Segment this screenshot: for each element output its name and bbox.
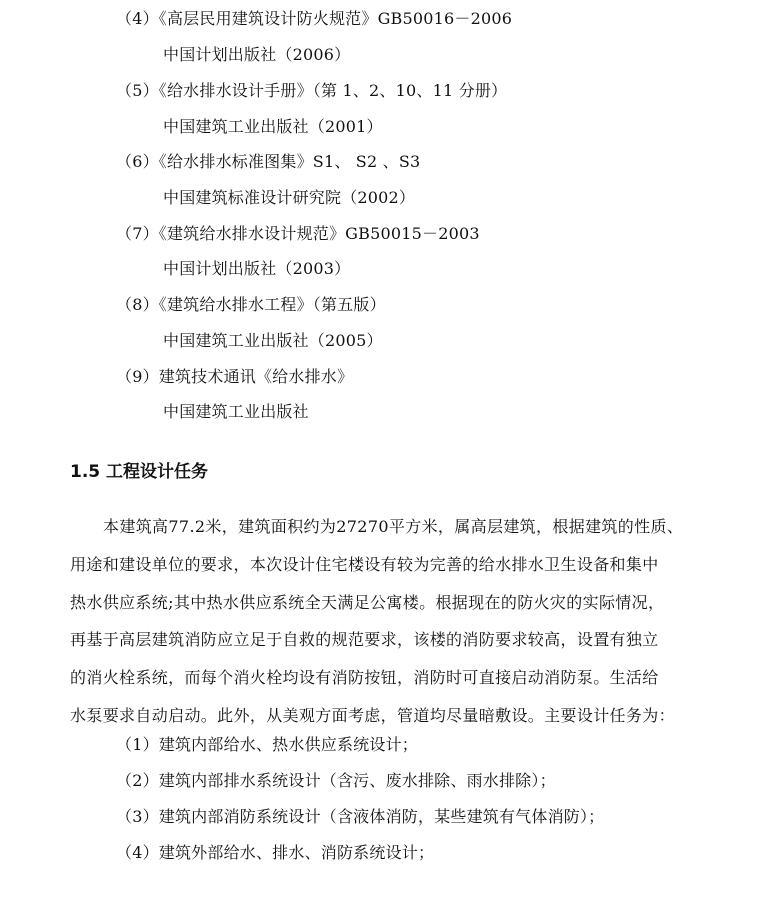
section-heading: 1.5 工程设计任务 [70, 462, 209, 482]
task-item: （1）建筑内部给水、热水供应系统设计； [116, 735, 418, 754]
reference-8-title: （8）《建筑给水排水工程》（第五版） [116, 295, 386, 314]
reference-9-title: （9）建筑技术通讯《给水排水》 [116, 367, 354, 386]
reference-8-publisher: 中国建筑工业出版社（2005） [163, 331, 383, 350]
task-item: （3）建筑内部消防系统设计（含液体消防，某些建筑有气体消防）； [116, 807, 605, 826]
reference-5-publisher: 中国建筑工业出版社（2001） [163, 117, 383, 136]
reference-7-title: （7）《建筑给水排水设计规范》GB50015－2003 [116, 224, 480, 243]
reference-6-title: （6）《给水排水标准图集》S1、 S2 、S3 [116, 152, 421, 171]
paragraph-line: 水泵要求自动启动。此外，从美观方面考虑，管道均尽量暗敷设。主要设计任务为： [70, 706, 675, 725]
paragraph-line: 用途和建设单位的要求，本次设计住宅楼设有较为完善的给水排水卫生设备和集中 [70, 555, 659, 574]
task-item: （2）建筑内部排水系统设计（含污、废水排除、雨水排除）； [116, 771, 556, 790]
paragraph-line: 的消火栓系统，而每个消火栓均设有消防按钮，消防时可直接启动消防泵。生活给 [70, 668, 659, 687]
reference-4-publisher: 中国计划出版社（2006） [163, 45, 351, 64]
reference-6-publisher: 中国建筑标准设计研究院（2002） [163, 188, 416, 207]
reference-4-title: （4）《高层民用建筑设计防火规范》GB50016－2006 [116, 9, 513, 28]
reference-7-publisher: 中国计划出版社（2003） [163, 259, 351, 278]
paragraph-line: 本建筑高77.2米，建筑面积约为27270平方米，属高层建筑，根据建筑的性质、 [103, 517, 684, 536]
reference-9-publisher: 中国建筑工业出版社 [163, 402, 309, 421]
task-item: （4）建筑外部给水、排水、消防系统设计； [116, 843, 435, 862]
paragraph-line: 热水供应系统;其中热水供应系统全天满足公寓楼。根据现在的防火灾的实际情况， [70, 593, 665, 612]
reference-5-title: （5）《给水排水设计手册》（第 1、2、10、11 分册） [116, 81, 508, 100]
paragraph-line: 再基于高层建筑消防应立足于自救的规范要求，该楼的消防要求较高，设置有独立 [70, 630, 659, 649]
